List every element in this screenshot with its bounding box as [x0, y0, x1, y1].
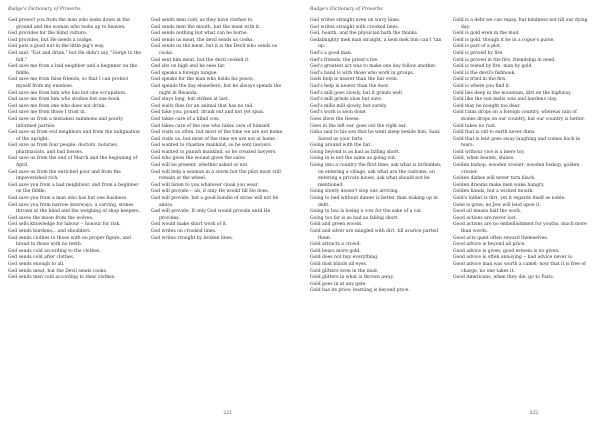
proverb-entry: God would make short work of it.	[151, 222, 228, 228]
proverb-entry: Going in is not the same as going out.	[310, 156, 397, 162]
proverb-entry: God stays long, but strikes at last.	[151, 97, 229, 103]
proverb-entry: God writes on crooked lines.	[151, 229, 217, 234]
proverb-entry: Gold is tried in the fire.	[453, 77, 507, 83]
proverb-entry: Golden hands, but a wicked mouth.	[453, 189, 534, 195]
running-head: Budge's Dictionary of Proverbs	[8, 7, 81, 12]
proverb-entry: Gold glitters even in the mud.	[310, 268, 379, 274]
proverb-entry: Gold that is lent goes away laughing and comes back in tears.	[453, 136, 581, 149]
proverb-entry: Going beyond is as bad as falling short.	[310, 149, 401, 155]
column-1	[8, 18, 143, 282]
proverb-entry: Goes show the Geese.	[310, 116, 361, 122]
proverb-entry: Gold is tested by fire, man by gold.	[453, 64, 533, 70]
proverb-entry: Goes in the left ear, goes out the right ear.	[310, 123, 407, 129]
proverb-entry: Good Americans, when they die, go to Paris.	[453, 275, 555, 281]
proverb-entry: God sends us meat, the devil sends us cooks.	[151, 37, 254, 43]
proverb-entry: Gold goes in at any gate.	[310, 281, 367, 287]
proverb-entry: God's mill grinds slow but sure.	[310, 97, 383, 103]
proverb-entry: God save us from a mistaken summons and poorly informed parties.	[8, 116, 123, 129]
proverb-entry: God sends nothing but what can be borne.	[151, 31, 248, 37]
proverb-entry: God provides for the blind vulture.	[8, 31, 88, 37]
proverb-entry: Gold takes no rust.	[453, 123, 497, 129]
proverb-entry: God puts a good nut in the little pig's way.	[8, 44, 105, 50]
proverb-entry: Gold and green woods.	[310, 222, 363, 228]
column-1	[310, 18, 445, 295]
proverb-entry: God save us from the enriched poor and from the impoverished rich.	[8, 169, 121, 182]
proverb-entry: God save you from a man who has but one business.	[8, 196, 128, 202]
proverb-entry: Going around with the hat.	[310, 143, 372, 149]
proverb-entry: Good advice is often annoying -- bad advice never is.	[453, 255, 574, 261]
proverb-entry: God's mills mill slowly, but surely.	[310, 103, 387, 109]
proverb-entry: Gold is where you find it.	[453, 83, 511, 89]
proverb-entry: Goha said to his son that he went sleep beside him. Said: Saved us your farts.	[310, 130, 441, 142]
proverb-entry: God save me from a bad neighbor and a beginner on the fiddle.	[8, 64, 138, 76]
proverb-entry: Gods help is nearer than the fair even.	[310, 77, 399, 83]
proverb-entry: God save me from him who studies but one book.	[8, 97, 121, 103]
proverb-entry: Going into a country the first time, ask what is forbidden; on entering a village, ask what are the customs; on entering a private house, ask what should not be mentioned.	[310, 163, 442, 188]
proverb-entry: Going slowly doesn't stop one arriving.	[310, 189, 400, 195]
proverb-entry: Gold is proved by fire.	[453, 50, 504, 56]
proverb-entry: God sent him meat, but the devil cooked it.	[151, 57, 250, 63]
proverb-entry: Good actions are never lost.	[453, 215, 518, 221]
proverb-entry: Gold does not buy everything.	[310, 255, 379, 261]
proverb-entry: Gold without vice is a mere toy.	[453, 149, 525, 155]
proverb-entry: Gold has its price; learning is beyond price.	[310, 288, 410, 294]
proverb-entry: Gold may be bought too dear.	[453, 103, 521, 109]
proverb-entry: Golden dishes will never turn black.	[453, 176, 536, 182]
proverb-entry: God will provide -- ah, if only He would till He does.	[151, 189, 270, 195]
proverb-entry: God will provide. If only God would provide until He provides.	[151, 209, 271, 221]
proverb-entry: God save me from false friends, so that I can protect myself from my enemies.	[8, 77, 129, 89]
proverb-entry: God save me from one who does not drink.	[8, 103, 106, 109]
proverb-entry: God wanted to punish mankind, so he created lawyers.	[151, 149, 277, 155]
proverb-entry: Good oil means half the work.	[453, 209, 522, 215]
proverb-entry: God writes straight even on wavy lines.	[310, 18, 401, 23]
proverb-entry: Good advice is beyond all price.	[453, 242, 526, 248]
proverb-entry: God sends enough to all.	[8, 261, 65, 267]
proverb-entry: Gone is gone; no Jew will lend upon it.	[453, 202, 541, 208]
proverb-entry: Going to law is losing a cow for the sake of a cat.	[310, 209, 423, 215]
proverb-entry: God will listen to you whatever cloak you wear.	[151, 182, 259, 188]
proverb-entry: God who gives the wound gives the salve.	[151, 156, 247, 162]
proverb-entry: Gold is a debt we can repay, but kindness not till our dying day.	[453, 18, 588, 30]
proverb-entry: Godalmighty mek man straight, a nem mek him can't 'tan up.	[310, 37, 442, 50]
proverb-entry: Golden dreams make men wake hungry.	[453, 182, 545, 188]
proverb-entry: God sends clothes to those with no proper figure, and bread to those with no teeth.	[8, 235, 131, 248]
proverb-entry: God writes straight with crooked lines.	[310, 24, 400, 30]
proverb-entry: God speaks for the man who holds his peace.	[151, 77, 255, 83]
proverb-entry: God will help a seaman in a storm but the pilot must still remain at the wheel.	[151, 169, 281, 182]
proverb-entry: God sends us the meat, but it is the Devil who sends us cooks.	[151, 44, 278, 56]
proverb-entry: God sends men the mouth, but the meat with it.	[151, 24, 261, 30]
proverb-entry: Gold attracts a crowd.	[310, 242, 361, 248]
left-page-columns	[8, 18, 286, 282]
proverb-entry: God will be present, whether asked or not.	[151, 163, 249, 169]
proverb-entry: God sends men cold, as they have clothes to.	[151, 18, 254, 23]
proverb-entry: God's greatest act was to make one day follow another.	[310, 64, 437, 70]
column-2	[453, 18, 588, 295]
proverb-entry: Going too far is as bad as falling short.	[310, 215, 399, 221]
proverb-entry: God said, "Eat and drink," but He didn't say, "Gorge to the full."	[8, 50, 142, 63]
page-number: 221	[223, 411, 232, 416]
proverb-entry: God spends the day elsewhere, but he always spends the night in Rwanda.	[151, 83, 282, 96]
proverb-entry: Gold rains drops on a foreign country, whereas rain of stones drops on our country, but our country is better.	[453, 110, 585, 122]
proverb-entry: Good advice man was worth a camel; now that it is free of charge, no one takes it.	[453, 261, 586, 274]
running-head: Budge's Dictionary of Proverbs	[310, 7, 383, 12]
proverb-entry: Gold is gold, though it be in a rogue's purse.	[453, 37, 555, 43]
proverb-entry: God sits on high and he sees far.	[151, 64, 226, 70]
proverb-entry: God protect you from the man who looks down at the ground and the woman who looks up to heaven.	[8, 18, 130, 30]
proverb-entry: Gold like the sun melts wax and hardens clay.	[453, 97, 558, 103]
proverb-entry: God save us from four people: doctors, notaries, pharmacists, and bad bosses.	[8, 143, 119, 155]
proverb-entry: God save us from the end of March and the beginning of April.	[8, 156, 138, 169]
proverb-entry: Going to bed without dinner is better than waking up in debt.	[310, 196, 438, 208]
proverb-entry: Gold is gold even in the mud.	[453, 31, 520, 37]
proverb-entry: Gold is proved in the fire, friendship in need.	[453, 57, 556, 63]
proverb-entry: God writes straight by broken lines.	[151, 235, 234, 241]
proverb-entry: God sends men cold according to their clothes.	[8, 275, 116, 281]
proverb-entry: God save you from narrow doorways, a carving, stones thrown at the blind and the weighing of shop keepers.	[8, 202, 141, 215]
page-number: 222	[529, 411, 538, 416]
proverb-entry: God sells knowledge for labour -- honour for risk.	[8, 222, 121, 228]
proverb-entry: Gold glitters in what is thrown away.	[310, 275, 394, 281]
proverb-entry: Good actions are no embellishment for youths, much more than words.	[453, 222, 587, 234]
proverb-entry: God visits us, but most of the time we are not at home.	[151, 136, 277, 142]
proverb-entry: God's a good man.	[310, 50, 353, 56]
proverb-entry: God waits flies for an animal that has no tail.	[151, 103, 254, 109]
proverb-entry: God provides, but He needs a nudge.	[8, 37, 93, 43]
proverb-entry: God sends burdens... and shoulders.	[8, 229, 92, 234]
proverb-entry: God's mill goes slowly, but it grinds well.	[310, 90, 404, 96]
proverb-entry: God takes care of a blind cow.	[151, 116, 220, 122]
proverb-entry: Good acts quiet often reward themselves.	[453, 235, 549, 241]
column-2	[151, 18, 286, 282]
proverb-entry: God speaks a foreign tongue.	[151, 70, 218, 76]
proverb-entry: Gold dust blinds all eyes.	[310, 261, 368, 267]
proverb-entry: God, health, and the physician hath the thanks.	[310, 31, 419, 37]
proverb-entry: God wanted to chastise mankind, so he sent lawyers.	[151, 143, 273, 149]
proverb-entry: Gold is the devil's fishhook.	[453, 70, 516, 76]
proverb-entry: God's work is soon done.	[310, 110, 367, 116]
proverb-entry: God take you, pound, drunk out and not yet spun.	[151, 110, 265, 116]
proverb-entry: God's hand is with those who work in groups.	[310, 70, 415, 76]
proverb-entry: Good advice is given; good esteem is no given.	[453, 248, 560, 254]
proverb-entry: Golden bishop, wooden crosier; wooden bishop, golden crosier.	[453, 163, 580, 175]
proverb-entry: God sends cold according to the clothes.	[8, 248, 101, 254]
proverb-entry: God save us from evil neighbors and from the indignation of the upright.	[8, 130, 140, 142]
proverb-entry: God's friends, the priest's foe.	[310, 57, 379, 63]
proverb-entry: God sends cold after clothes.	[8, 255, 75, 261]
proverb-entry: God saves the moon from the wolves.	[8, 215, 94, 221]
proverb-entry: Gold's father is dirt, yet it regards itself as noble.	[453, 196, 566, 202]
proverb-entry: God save you from a bad neighbour, and from a beginner on the fiddle.	[8, 182, 139, 195]
proverb-entry: Gold, when beaten, shines.	[453, 156, 515, 162]
proverb-entry: God takes care of the one who takes care of himself.	[151, 123, 271, 129]
proverb-entry: Gold lies deep in the mountain, dirt on the highway.	[453, 90, 572, 96]
proverb-entry: God visits us often, but most of the time we are not home.	[151, 130, 284, 136]
proverb-entry: Gold bears more gold.	[310, 248, 361, 254]
proverb-entry: Gold that is old to earth never dims.	[453, 130, 536, 136]
proverb-entry: God save me from him who has but one occupation.	[8, 90, 127, 96]
right-page	[300, 0, 600, 424]
proverb-entry: Gold is part of a plot.	[453, 44, 502, 50]
proverb-entry: God's help is nearer than the door.	[310, 83, 390, 89]
right-page-columns	[310, 18, 588, 295]
proverb-entry: God will provide, but a good bundle of straw will not be amiss.	[151, 196, 279, 208]
proverb-entry: Gold and silver are mingled with dirt, till avarice parted them.	[310, 229, 439, 241]
proverb-entry: God save me from those I trust in.	[8, 110, 87, 116]
proverb-entry: God sends meat, but the Devil sends cooks.	[8, 268, 108, 274]
